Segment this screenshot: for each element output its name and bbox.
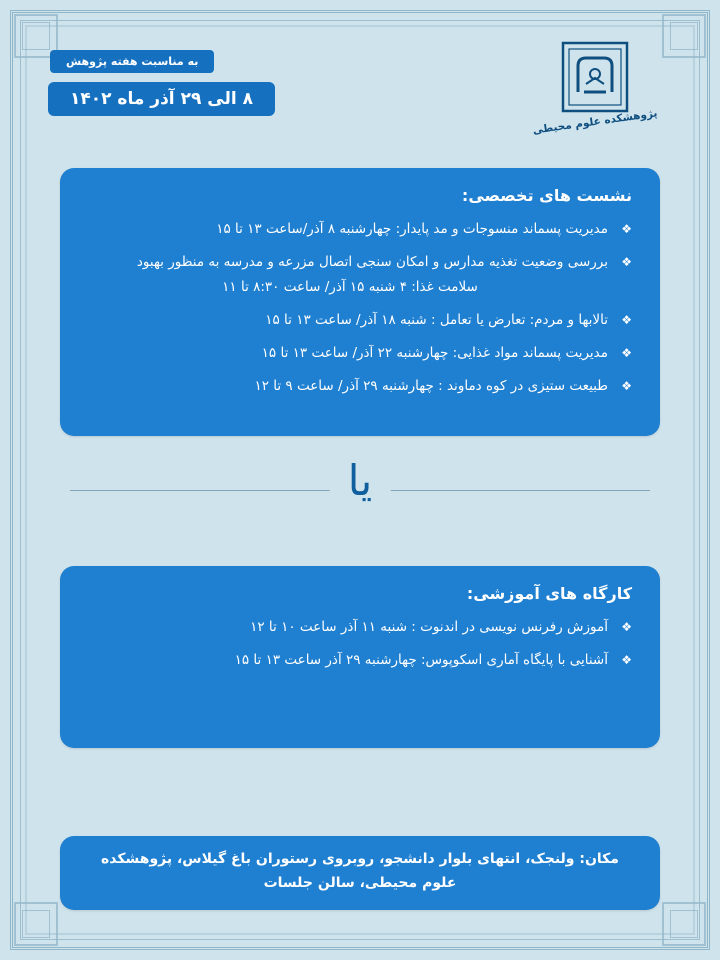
- workshops-list: [86, 617, 634, 671]
- corner-ornament-bottom-left: [14, 902, 58, 946]
- list-item-text: بررسی وضعیت تغذیه مدارس و امکان سنجی اتصال مزرعه و مدرسه به منظور بهبود: [136, 254, 608, 271]
- corner-ornament-bottom-right: [662, 902, 706, 946]
- diamond-bullet-icon: ❖: [621, 620, 632, 634]
- specialist-sessions-title: نشست های تخصصی:: [461, 186, 632, 205]
- venue-box: [60, 836, 660, 910]
- list-item: [86, 343, 634, 363]
- diamond-bullet-icon: ❖: [621, 255, 632, 270]
- diamond-bullet-icon: ❖: [621, 222, 632, 236]
- list-item: [86, 376, 634, 396]
- list-item-text: مدیریت پسماند مواد غذایی: چهارشنبه ۲۲ آذر/ ساعت ۱۳ تا ۱۵: [261, 345, 608, 361]
- university-logo: [520, 40, 670, 150]
- venue-text: مکان: ولنجک، انتهای بلوار دانشجو، روبروی رستوران باغ گیلاس، پژوهشکده علوم محیطی، سالن جلسات: [101, 851, 619, 891]
- poster-header: [30, 32, 690, 150]
- workshops-title: کارگاه های آموزشی:: [466, 584, 632, 603]
- shahid-beheshti-university-logo-icon: [560, 40, 630, 114]
- list-item: [86, 310, 634, 330]
- diamond-bullet-icon: ❖: [621, 379, 632, 394]
- calligraphy-ornament: یا: [330, 460, 391, 502]
- occasion-badge: به مناسبت هفته پژوهش: [50, 50, 214, 73]
- specialist-sessions-list: [86, 219, 634, 397]
- diamond-bullet-icon: ❖: [621, 312, 632, 327]
- list-item: [86, 219, 634, 239]
- specialist-sessions-box: [60, 168, 660, 436]
- diamond-bullet-icon: ❖: [621, 653, 632, 668]
- dates-badge: ۸ الی ۲۹ آذر ماه ۱۴۰۲: [48, 82, 275, 116]
- list-item: [86, 252, 634, 297]
- list-item: [86, 650, 634, 670]
- list-item-text: تالابها و مردم: تعارض یا تعامل : شنبه ۱۸ آذر/ ساعت ۱۳ تا ۱۵: [265, 311, 608, 328]
- diamond-bullet-icon: ❖: [621, 346, 632, 360]
- list-item: [86, 617, 634, 637]
- list-item-text: آموزش رفرنس نویسی در اندنوت : شنبه ۱۱ آذر ساعت ۱۰ تا ۱۲: [250, 619, 608, 635]
- list-item-text: آشنایی با پایگاه آماری اسکوپوس: چهارشنبه ۲۹ آذر ساعت ۱۳ تا ۱۵: [234, 652, 608, 669]
- workshops-box: [60, 566, 660, 748]
- list-item-text: طبیعت ستیزی در کوه دماوند : چهارشنبه ۲۹ آذر/ ساعت ۹ تا ۱۲: [254, 378, 608, 395]
- logo-caption: پژوهشکده علوم محیطی: [531, 107, 659, 137]
- list-item-text-line2: سلامت غذا: ۴ شنبه ۱۵ آذر/ ساعت ۸:۳۰ تا ۱۱: [222, 278, 478, 295]
- section-divider: [70, 456, 650, 508]
- list-item-text: مدیریت پسماند منسوجات و مد پایدار: چهارشنبه ۸ آذر/ساعت ۱۳ تا ۱۵: [216, 221, 608, 237]
